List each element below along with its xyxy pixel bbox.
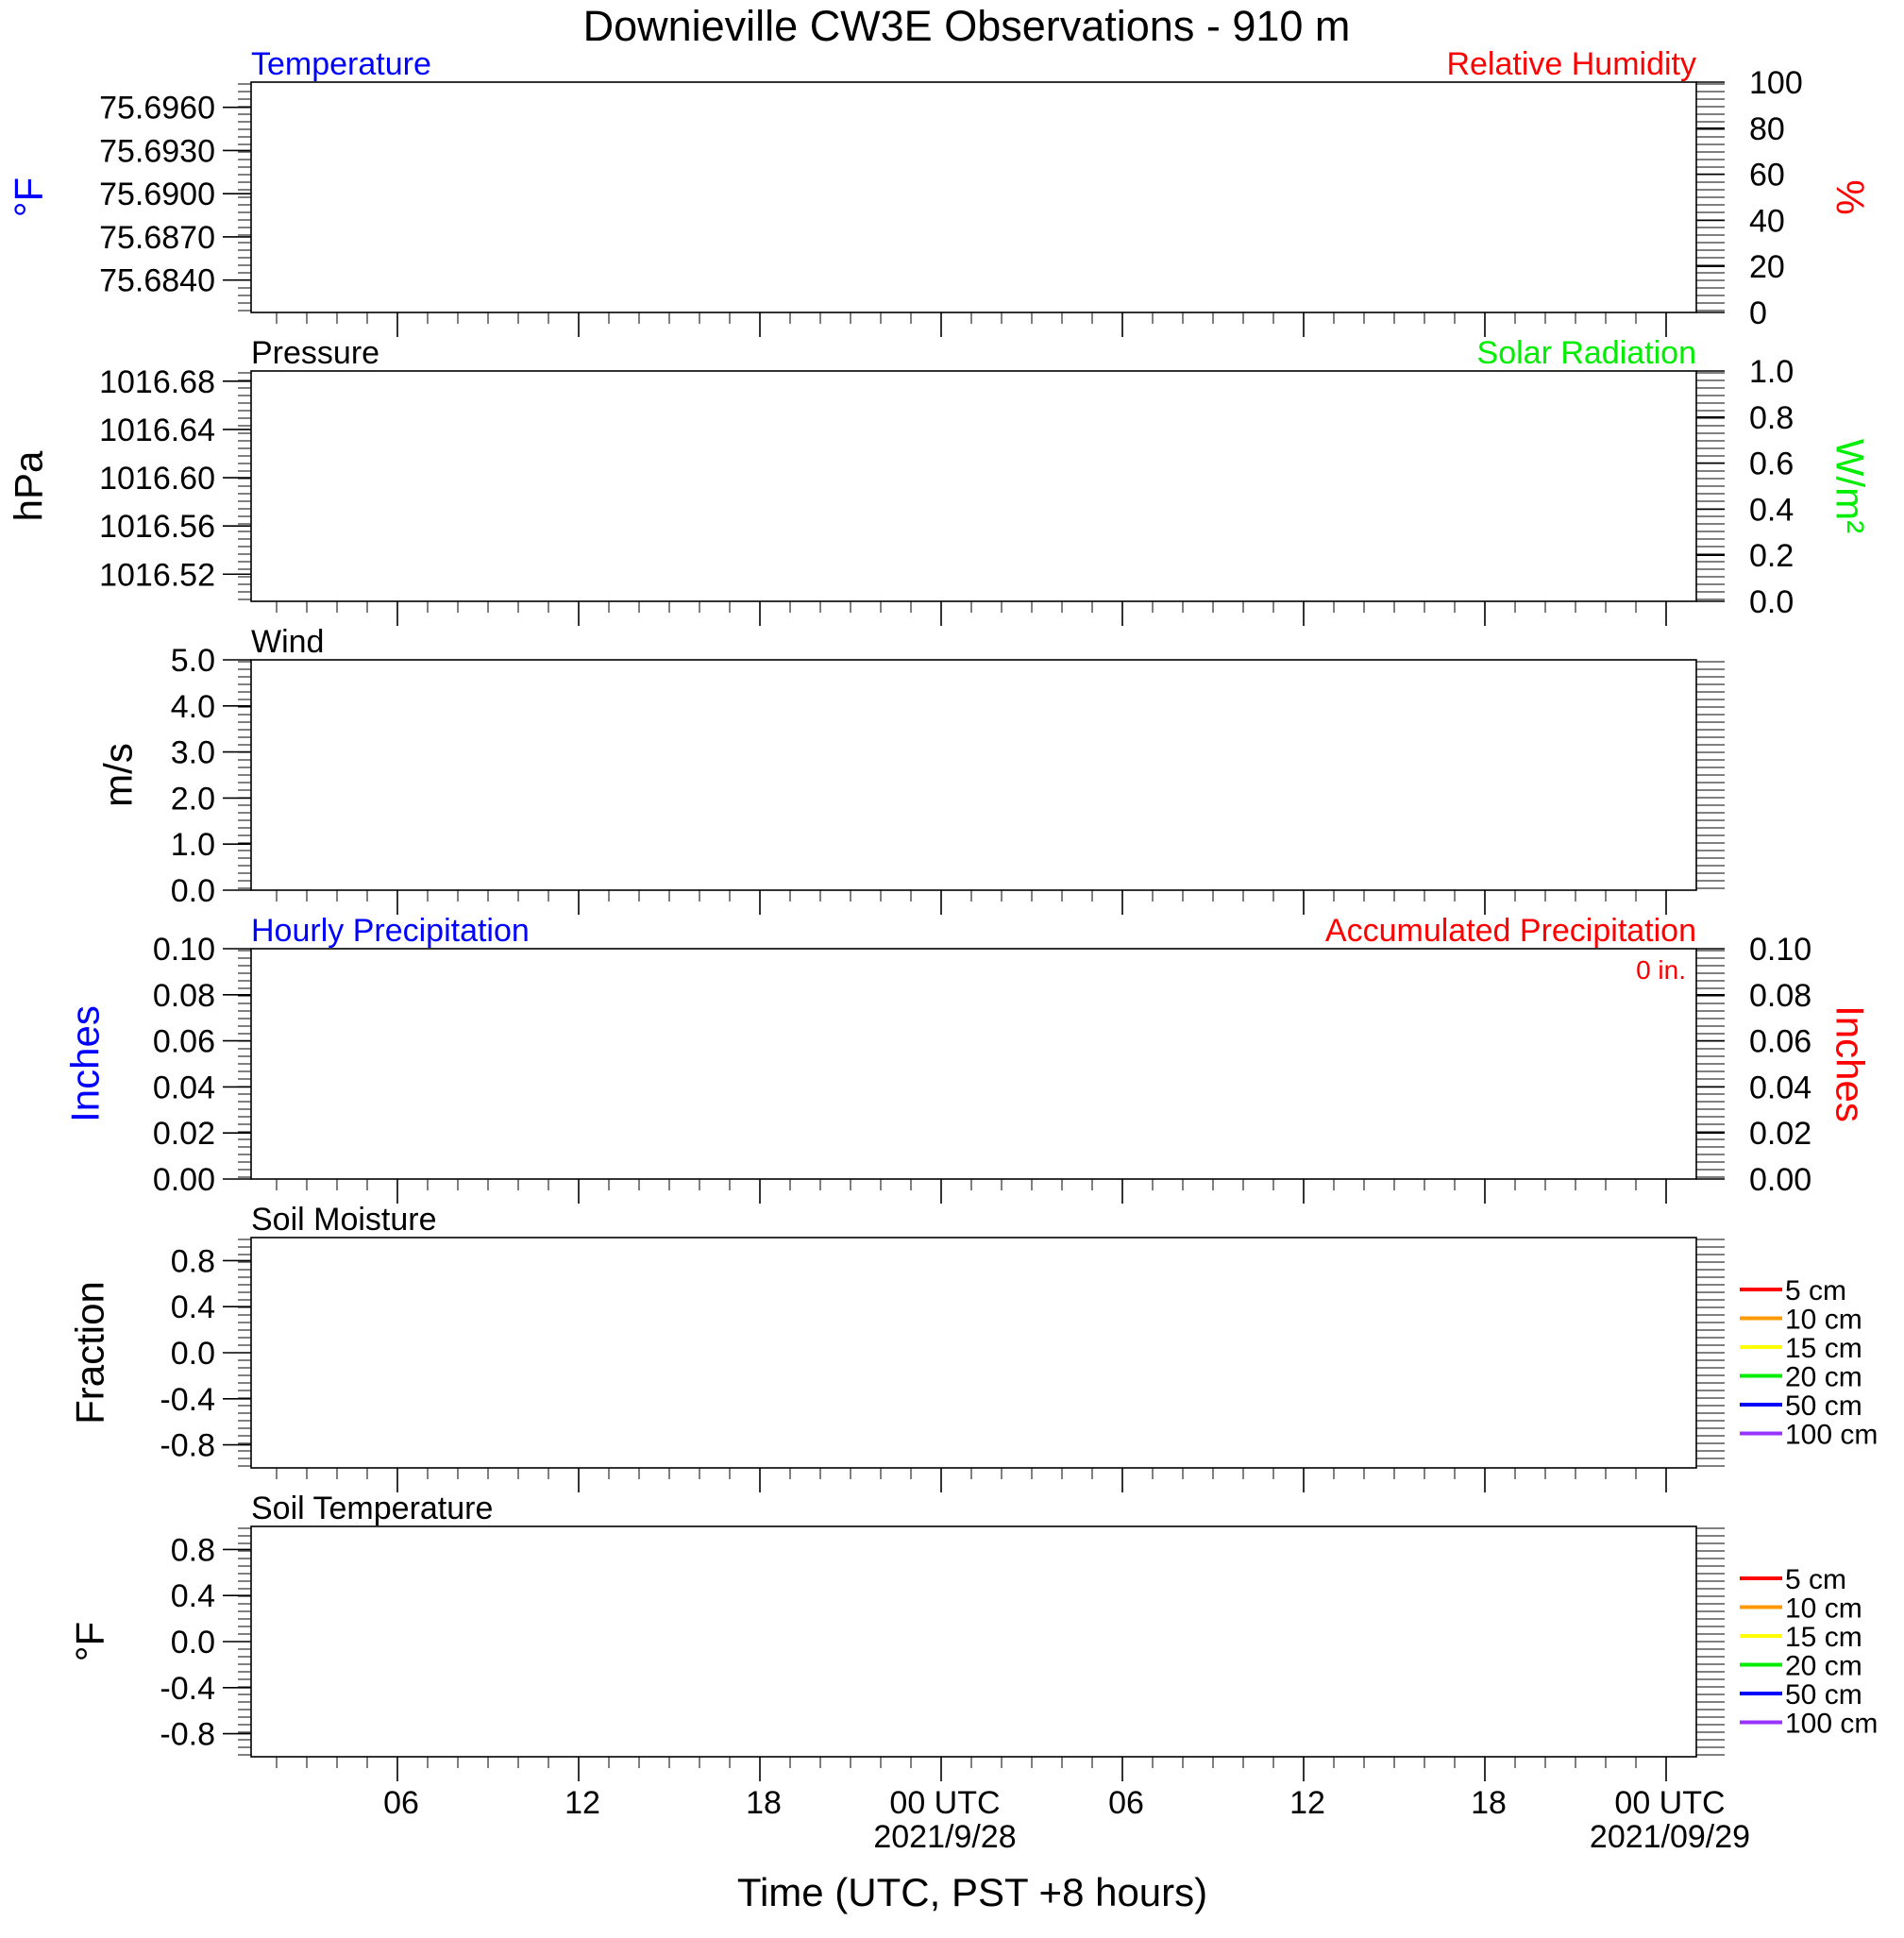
legend-label: 10 cm xyxy=(1785,1304,1862,1336)
y-tick-label: 3.0 xyxy=(170,734,215,771)
y-tick-label: 4.0 xyxy=(170,688,215,725)
y-tick-label: 75.6930 xyxy=(99,133,215,170)
accumulated-total-label: 0 in. xyxy=(1636,955,1686,985)
y-tick-label: 1.0 xyxy=(170,827,215,864)
y-tick-label: 0.02 xyxy=(152,1116,215,1153)
y-tick-label: 0.0 xyxy=(170,1625,215,1660)
y-tick-label: 0.08 xyxy=(152,977,215,1014)
y-tick-label: 0.04 xyxy=(152,1070,215,1106)
y-tick-label: -0.4 xyxy=(160,1381,215,1418)
y-tick-label: 0.0 xyxy=(170,873,215,909)
y-tick-label: 0.4 xyxy=(170,1578,215,1615)
y-axis-label: m/s xyxy=(95,743,141,807)
panel-right-title: Relative Humidity xyxy=(1446,46,1696,82)
y2-tick-label: 0.00 xyxy=(1749,1162,1812,1198)
y-tick-label: -0.8 xyxy=(160,1716,215,1753)
y2-axis-label: W/m² xyxy=(1828,438,1873,534)
x-tick-label: 00 UTC xyxy=(1614,1785,1726,1821)
x-tick-label: 00 UTC xyxy=(889,1785,1001,1821)
x-tick-label: 12 xyxy=(564,1785,600,1821)
x-tick-label: 18 xyxy=(746,1785,782,1821)
y-axis-label: Fraction xyxy=(67,1281,112,1424)
legend-label: 15 cm xyxy=(1785,1333,1862,1364)
y-tick-label: 1016.68 xyxy=(99,363,215,400)
x-tick-label: 18 xyxy=(1471,1785,1507,1821)
y2-tick-label: 0.6 xyxy=(1749,446,1794,482)
y-tick-label: 0.8 xyxy=(170,1243,215,1280)
y-tick-label: 0.06 xyxy=(152,1023,215,1060)
y2-tick-label: 0 xyxy=(1749,295,1767,331)
y2-tick-label: 0.2 xyxy=(1749,538,1794,575)
y-tick-label: 1016.52 xyxy=(99,557,215,594)
legend-label: 20 cm xyxy=(1785,1361,1862,1393)
panel-left-title: Wind xyxy=(251,624,325,660)
legend-label: 15 cm xyxy=(1785,1622,1862,1653)
y2-tick-label: 1.0 xyxy=(1749,354,1794,390)
y-tick-label: 0.00 xyxy=(152,1162,215,1198)
y2-tick-label: 0.0 xyxy=(1749,584,1794,620)
y-tick-label: 75.6900 xyxy=(99,177,215,213)
panel-right-title: Accumulated Precipitation xyxy=(1324,913,1696,949)
y2-tick-label: 0.04 xyxy=(1749,1070,1812,1106)
y2-tick-label: 100 xyxy=(1749,65,1803,101)
legend-label: 100 cm xyxy=(1785,1708,1879,1740)
y-tick-label: 1016.64 xyxy=(99,412,215,448)
y-tick-label: 1016.60 xyxy=(99,461,215,497)
y-tick-label: 75.6840 xyxy=(99,262,215,299)
legend-label: 5 cm xyxy=(1785,1564,1847,1595)
y-tick-label: 0.10 xyxy=(152,932,215,968)
x-tick-label: 06 xyxy=(383,1785,419,1821)
y-tick-label: 0.0 xyxy=(170,1336,215,1372)
y-tick-label: 1016.56 xyxy=(99,509,215,546)
y2-tick-label: 20 xyxy=(1749,249,1785,286)
panel-left-title: Pressure xyxy=(251,335,380,371)
y-axis-label: °F xyxy=(67,1621,112,1662)
panel-left-title: Hourly Precipitation xyxy=(251,913,530,949)
panel-right-title: Solar Radiation xyxy=(1476,335,1696,371)
legend-label: 50 cm xyxy=(1785,1390,1862,1422)
legend-label: 100 cm xyxy=(1785,1419,1879,1451)
y-tick-label: 75.6870 xyxy=(99,219,215,256)
y-axis-label: hPa xyxy=(6,450,51,522)
x-date-label: 2021/09/29 xyxy=(1589,1819,1751,1855)
y2-tick-label: 60 xyxy=(1749,157,1785,194)
panel-left-title: Soil Temperature xyxy=(251,1491,494,1526)
figure-title: Downieville CW3E Observations - 910 m xyxy=(582,2,1351,50)
y-tick-label: 0.8 xyxy=(170,1532,215,1569)
y-tick-label: 5.0 xyxy=(170,643,215,679)
panel-left-title: Soil Moisture xyxy=(251,1202,437,1238)
y-axis-label: Inches xyxy=(62,1005,108,1122)
x-date-label: 2021/9/28 xyxy=(873,1819,1017,1855)
y-tick-label: 0.4 xyxy=(170,1289,215,1326)
y2-tick-label: 0.4 xyxy=(1749,492,1794,529)
panel-left-title: Temperature xyxy=(251,46,431,82)
y-tick-label: 75.6960 xyxy=(99,90,215,126)
y-tick-label: -0.8 xyxy=(160,1427,215,1464)
y2-axis-label: % xyxy=(1828,179,1873,215)
y2-tick-label: 0.06 xyxy=(1749,1023,1812,1060)
y-axis-label: °F xyxy=(6,177,51,218)
legend-label: 10 cm xyxy=(1785,1593,1862,1625)
x-tick-label: 12 xyxy=(1289,1785,1325,1821)
y2-tick-label: 0.10 xyxy=(1749,932,1812,968)
legend-label: 20 cm xyxy=(1785,1650,1862,1682)
legend-label: 5 cm xyxy=(1785,1275,1847,1306)
x-axis-label: Time (UTC, PST +8 hours) xyxy=(736,1870,1208,1914)
x-tick-label: 06 xyxy=(1108,1785,1144,1821)
y2-tick-label: 0.08 xyxy=(1749,977,1812,1014)
y2-tick-label: 0.8 xyxy=(1749,399,1794,436)
y2-axis-label: Inches xyxy=(1828,1005,1873,1122)
y-tick-label: 2.0 xyxy=(170,781,215,817)
y2-tick-label: 0.02 xyxy=(1749,1116,1812,1153)
y2-tick-label: 40 xyxy=(1749,203,1785,240)
legend-label: 50 cm xyxy=(1785,1679,1862,1710)
y2-tick-label: 80 xyxy=(1749,110,1785,147)
y-tick-label: -0.4 xyxy=(160,1670,215,1707)
